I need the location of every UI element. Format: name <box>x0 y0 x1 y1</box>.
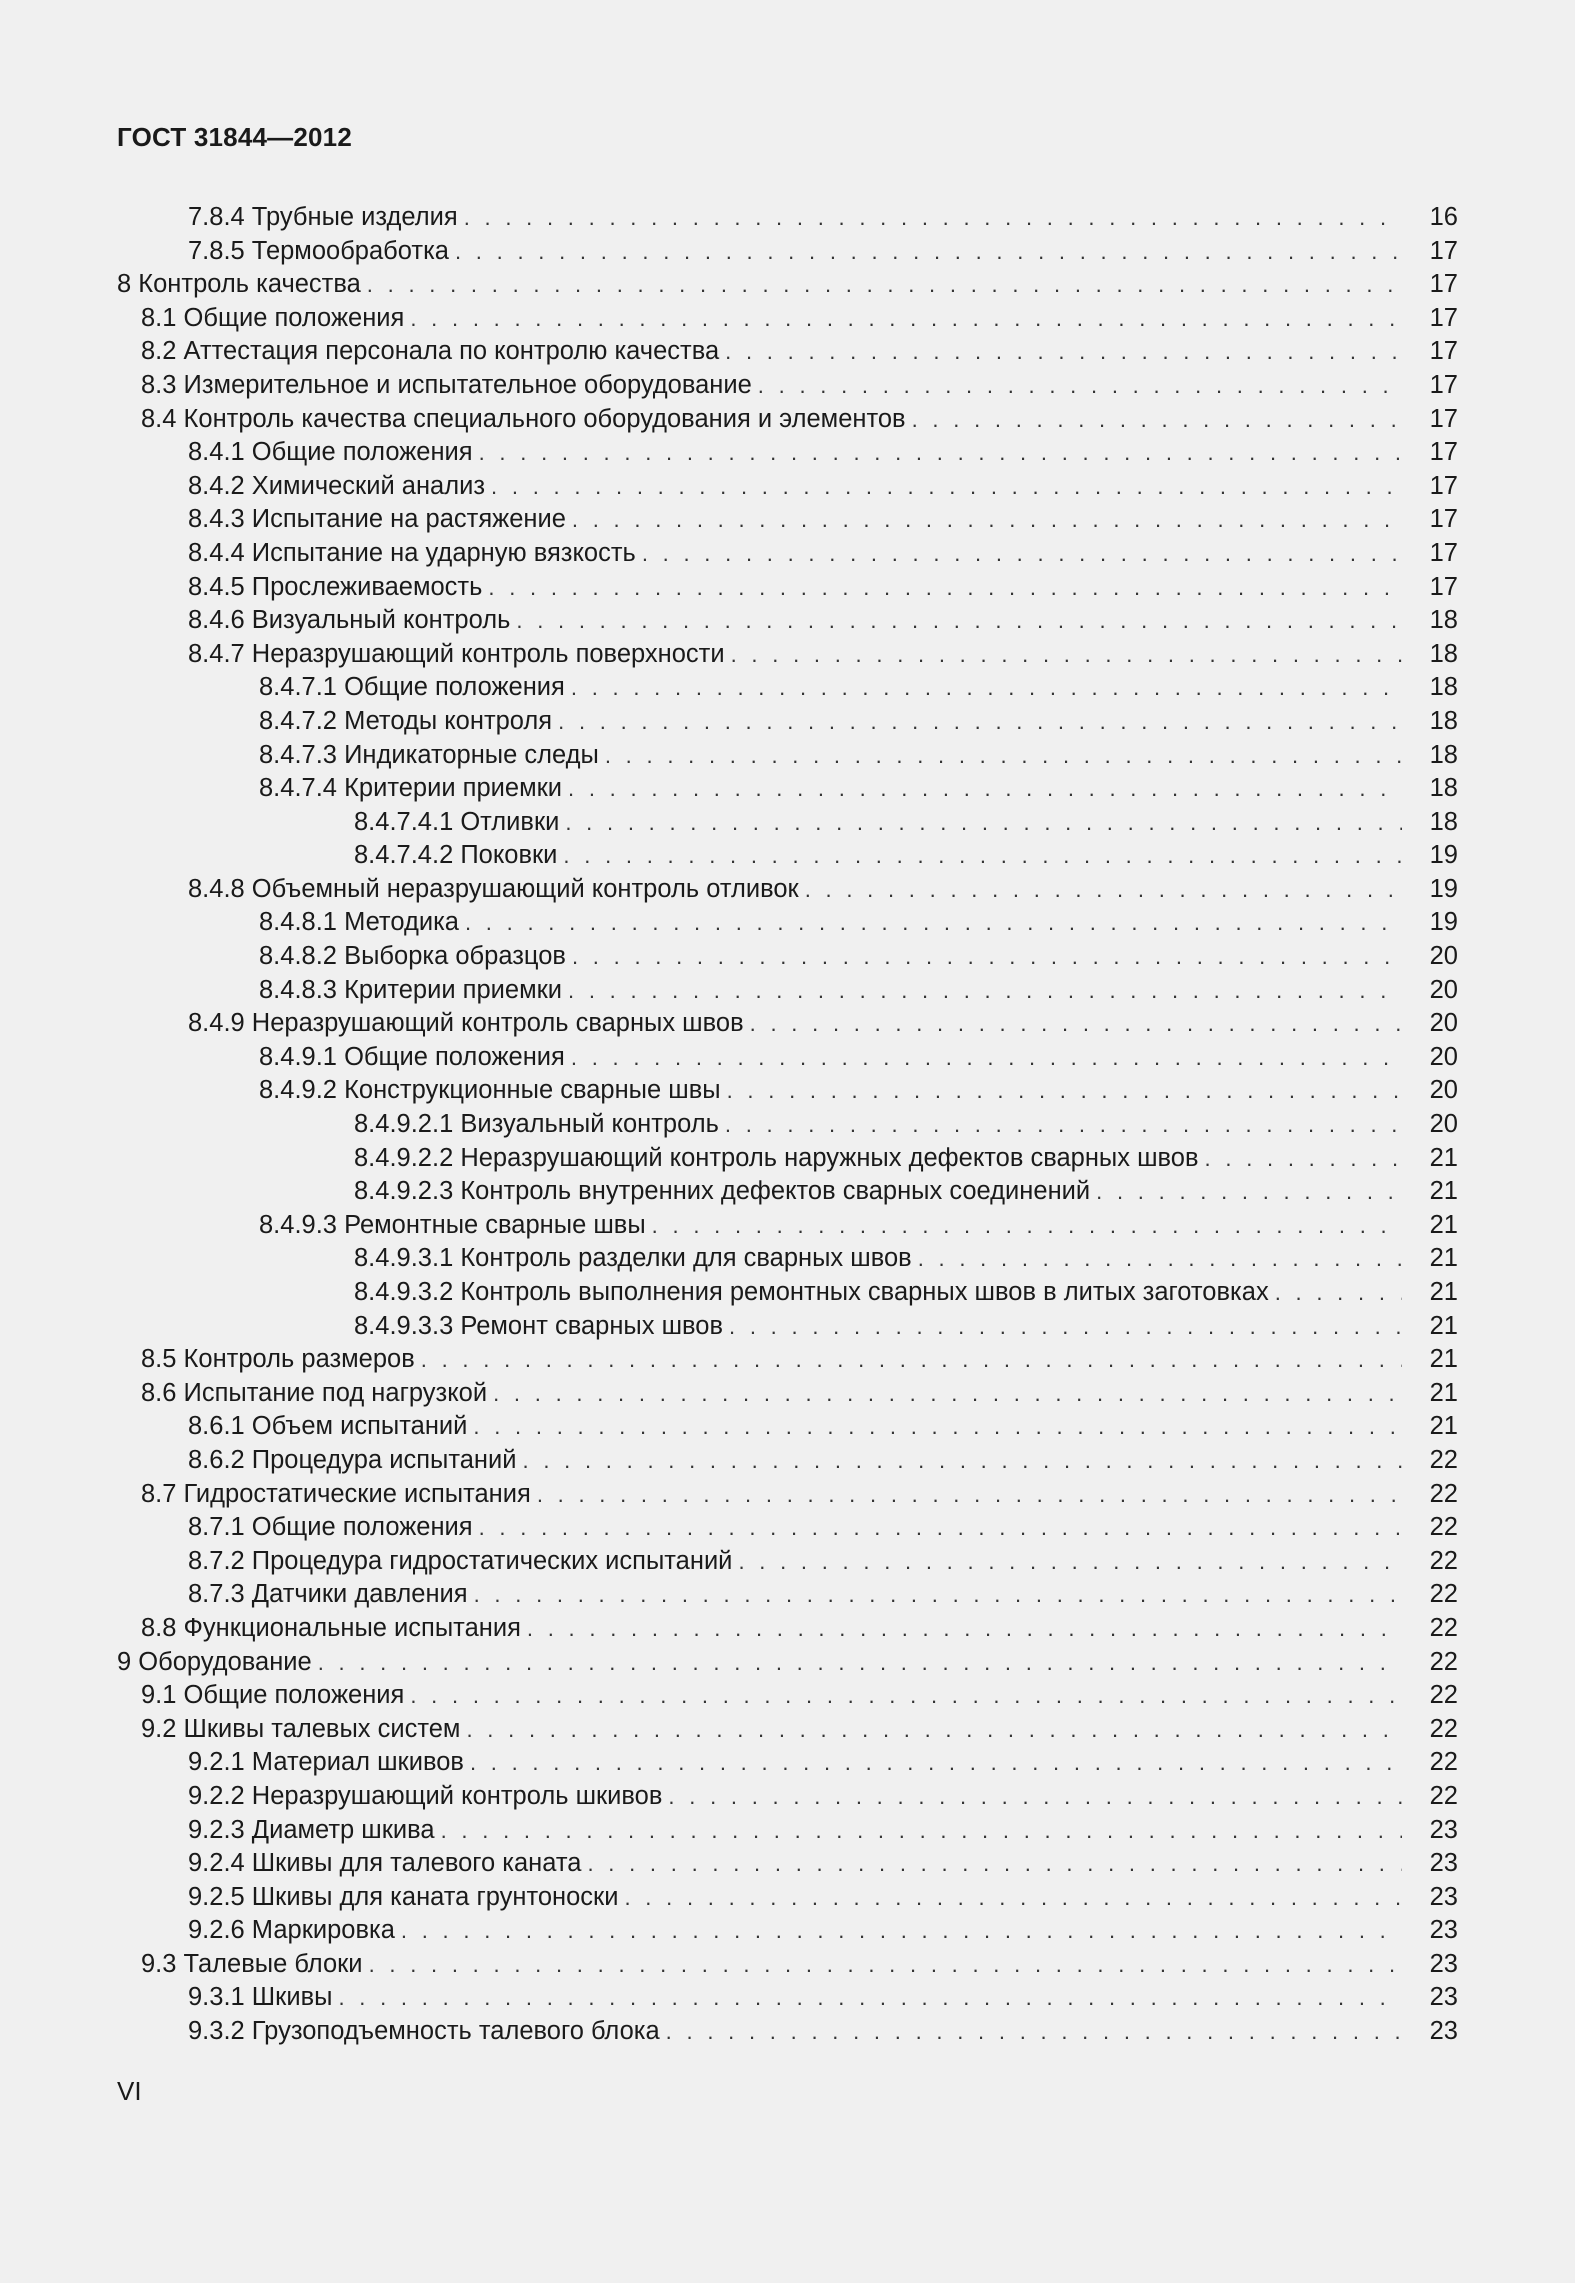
dot-leader <box>563 839 1402 873</box>
dot-leader <box>572 503 1402 537</box>
toc-entry[interactable] <box>117 1142 1458 1176</box>
toc-entry-title: 8.4.5 Прослеживаемость <box>188 572 483 601</box>
toc-entry-title: 8.4.9.3.1 Контроль разделки для сварных швов <box>354 1244 912 1273</box>
toc-entry-title: 8.4.9.2.3 Контроль внутренних дефектов сварных соединений <box>354 1177 1091 1206</box>
toc-entry-title: 8.4.7.1 Общие положения <box>259 673 565 702</box>
toc-entry-title: 8.4.7.3 Индикаторные следы <box>259 740 599 769</box>
dot-leader <box>516 604 1402 638</box>
toc-entry-title: 9.2.4 Шкивы для талевого каната <box>188 1849 582 1878</box>
toc-entry-page: 22 <box>1429 1445 1458 1474</box>
dot-leader <box>473 1410 1402 1444</box>
toc-entry-page: 21 <box>1429 1278 1458 1306</box>
toc-entry-page: 18 <box>1429 740 1458 769</box>
dot-leader <box>758 369 1402 403</box>
toc-entry-page: 22 <box>1429 1748 1458 1777</box>
toc-entry[interactable] <box>117 1780 1458 1814</box>
toc-entry-title: 8.4.7.2 Методы контроля <box>259 706 553 735</box>
toc-entry[interactable] <box>117 335 1458 369</box>
document-code-header: ГОСТ 31844—2012 <box>117 122 352 152</box>
toc-entry-page: 17 <box>1429 270 1458 299</box>
dot-leader <box>1205 1142 1402 1176</box>
toc-entry-page: 20 <box>1429 1009 1458 1038</box>
toc-entry-title: 8.1 Общие положения <box>141 303 405 332</box>
dot-leader <box>727 1074 1402 1108</box>
toc-entry-title: 8.4.8.2 Выборка образцов <box>259 942 566 971</box>
dot-leader <box>523 1444 1403 1478</box>
dot-leader <box>750 1007 1402 1041</box>
dot-leader <box>558 705 1402 739</box>
dot-leader <box>652 1209 1402 1243</box>
dot-leader <box>624 1881 1402 1915</box>
toc-entry-title: 9.3.1 Шкивы <box>188 1983 333 2012</box>
toc-entry[interactable] <box>117 940 1458 974</box>
toc-entry-title: 7.8.5 Термообработка <box>188 236 449 265</box>
dot-leader <box>738 1545 1402 1579</box>
dot-leader <box>1275 1276 1402 1310</box>
dot-leader <box>565 806 1402 840</box>
toc-entry-page: 17 <box>1429 438 1458 467</box>
dot-leader <box>571 1041 1402 1075</box>
toc-entry-title: 8.6.1 Объем испытаний <box>188 1412 468 1441</box>
toc-entry-page: 18 <box>1429 639 1458 668</box>
toc-entry-title: 8.4.7.4.1 Отливки <box>354 807 560 836</box>
toc-entry[interactable] <box>117 1847 1458 1881</box>
toc-entry-title: 9.2.1 Материал шкивов <box>188 1748 464 1777</box>
toc-entry[interactable] <box>117 302 1458 336</box>
toc-entry-title: 9.1 Общие положения <box>141 1681 405 1710</box>
toc-entry-page: 21 <box>1429 1143 1458 1172</box>
toc-entry-title: 8.7.2 Процедура гидростатических испытаний <box>188 1546 733 1575</box>
toc-entry-title: 8.4.7.4.2 Поковки <box>354 841 558 870</box>
toc-entry-page: 17 <box>1429 303 1458 332</box>
toc-entry[interactable] <box>117 705 1458 739</box>
dot-leader <box>912 403 1402 437</box>
toc-entry-title: 8.4.8.3 Критерии приемки <box>259 975 563 1004</box>
toc-entry-page: 23 <box>1429 1849 1458 1878</box>
toc-entry[interactable] <box>117 1478 1458 1512</box>
dot-leader <box>605 739 1402 773</box>
toc-entry-page: 22 <box>1429 1479 1458 1508</box>
dot-leader <box>668 1780 1402 1814</box>
toc-entry-title: 8.2 Аттестация персонала по контролю качества <box>141 337 720 366</box>
toc-entry[interactable] <box>117 1343 1458 1377</box>
toc-entry[interactable] <box>117 571 1458 605</box>
toc-entry-title: 9.2.5 Шкивы для каната грунтоноски <box>188 1882 619 1911</box>
dot-leader <box>410 1679 1402 1713</box>
toc-entry[interactable] <box>117 268 1458 302</box>
toc-entry-page: 18 <box>1429 706 1458 735</box>
toc-entry[interactable] <box>117 537 1458 571</box>
toc-entry[interactable] <box>117 772 1458 806</box>
toc-entry-page: 21 <box>1429 1412 1458 1441</box>
dot-leader <box>441 1814 1402 1848</box>
dot-leader <box>488 571 1402 605</box>
toc-entry-page: 18 <box>1429 673 1458 702</box>
toc-entry-page: 17 <box>1429 370 1458 399</box>
toc-entry[interactable] <box>117 873 1458 907</box>
toc-entry-page: 23 <box>1429 1949 1458 1978</box>
toc-entry[interactable] <box>117 1511 1458 1545</box>
toc-entry[interactable] <box>117 1578 1458 1612</box>
toc-entry[interactable] <box>117 1377 1458 1411</box>
toc-entry-page: 21 <box>1429 1244 1458 1273</box>
dot-leader <box>474 1578 1402 1612</box>
toc-entry-page: 18 <box>1429 807 1458 836</box>
toc-entry-page: 21 <box>1429 1177 1458 1206</box>
toc-entry-title: 8.4.9.3 Ремонтные сварные швы <box>259 1210 646 1239</box>
toc-entry-page: 17 <box>1429 337 1458 366</box>
toc-entry[interactable] <box>117 369 1458 403</box>
toc-entry[interactable] <box>117 470 1458 504</box>
toc-entry-page: 22 <box>1429 1647 1458 1676</box>
toc-entry[interactable] <box>117 235 1458 269</box>
dot-leader <box>568 772 1402 806</box>
toc-entry-title: 9.2.2 Неразрушающий контроль шкивов <box>188 1781 663 1810</box>
toc-entry-page: 23 <box>1429 1983 1458 2012</box>
toc-entry-page: 20 <box>1429 942 1458 971</box>
toc-entry-page: 23 <box>1429 1815 1458 1844</box>
toc-entry-page: 21 <box>1429 1210 1458 1239</box>
toc-entry-title: 8.4.6 Визуальный контроль <box>188 606 511 635</box>
toc-entry-title: 8.4.9 Неразрушающий контроль сварных швов <box>188 1009 744 1038</box>
toc-entry-title: 7.8.4 Трубные изделия <box>188 203 458 231</box>
toc-entry-title: 8.4.9.3.2 Контроль выполнения ремонтных сварных швов в литых заготовках <box>354 1278 1269 1306</box>
toc-entry[interactable] <box>117 1981 1458 2015</box>
toc-entry-title: 8.4.9.3.3 Ремонт сварных швов <box>354 1311 724 1340</box>
dot-leader <box>465 906 1402 940</box>
toc-entry-page: 20 <box>1429 1076 1458 1105</box>
dot-leader <box>369 1948 1402 1982</box>
toc-entry-page: 17 <box>1429 572 1458 601</box>
dot-leader <box>464 201 1402 235</box>
toc-entry-title: 8.4.9.1 Общие положения <box>259 1042 565 1071</box>
toc-entry-page: 22 <box>1429 1781 1458 1810</box>
toc-entry-title: 8.4.7.4 Критерии приемки <box>259 774 563 803</box>
toc-entry-title: 9.2.3 Диаметр шкива <box>188 1815 435 1844</box>
toc-entry-page: 21 <box>1429 1378 1458 1407</box>
dot-leader <box>725 335 1402 369</box>
toc-entry-page: 23 <box>1429 2017 1458 2046</box>
toc-entry[interactable] <box>117 436 1458 470</box>
toc-entry-title: 8.4.3 Испытание на растяжение <box>188 505 566 534</box>
toc-entry-title: 9.3.2 Грузоподъемность талевого блока <box>188 2017 660 2046</box>
toc-entry-page: 21 <box>1429 1311 1458 1340</box>
dot-leader <box>587 1847 1402 1881</box>
toc-entry-title: 8.4.8 Объемный неразрушающий контроль отливок <box>188 874 799 903</box>
toc-entry-page: 17 <box>1429 538 1458 567</box>
toc-entry[interactable] <box>117 201 1458 235</box>
toc-entry[interactable] <box>117 2015 1458 2049</box>
dot-leader <box>725 1108 1402 1142</box>
toc-entry-title: 8.5 Контроль размеров <box>141 1345 415 1374</box>
dot-leader <box>367 268 1402 302</box>
toc-entry[interactable] <box>117 1713 1458 1747</box>
dot-leader <box>805 873 1402 907</box>
toc-entry-page: 17 <box>1429 404 1458 433</box>
dot-leader <box>572 940 1402 974</box>
toc-entry-title: 8.6.2 Процедура испытаний <box>188 1445 517 1474</box>
toc-entry[interactable] <box>117 1209 1458 1243</box>
toc-entry-title: 8.3 Измерительное и испытательное оборудование <box>141 370 752 399</box>
dot-leader <box>1096 1175 1402 1209</box>
dot-leader <box>410 302 1402 336</box>
toc-entry[interactable] <box>117 1276 1458 1310</box>
toc-entry[interactable] <box>117 1746 1458 1780</box>
toc-entry[interactable] <box>117 1175 1458 1209</box>
toc-entry-title: 9 Оборудование <box>117 1647 312 1676</box>
toc-entry-title: 8.4.9.2 Конструкционные сварные швы <box>259 1076 721 1105</box>
toc-entry-page: 20 <box>1429 1110 1458 1139</box>
toc-entry[interactable] <box>117 906 1458 940</box>
toc-entry-page: 20 <box>1429 1042 1458 1071</box>
toc-entry-title: 8.7.1 Общие положения <box>188 1513 473 1542</box>
toc-entry[interactable] <box>117 974 1458 1008</box>
dot-leader <box>455 235 1402 269</box>
toc-entry[interactable] <box>117 1041 1458 1075</box>
toc-entry[interactable] <box>117 1814 1458 1848</box>
toc-entry-title: 8.4.7 Неразрушающий контроль поверхности <box>188 639 725 668</box>
toc-entry-page: 16 <box>1429 203 1458 231</box>
dot-leader <box>571 671 1402 705</box>
toc-entry-page: 19 <box>1429 841 1458 870</box>
dot-leader <box>493 1377 1402 1411</box>
toc-entry[interactable] <box>117 403 1458 437</box>
dot-leader <box>491 470 1402 504</box>
dot-leader <box>466 1713 1402 1747</box>
dot-leader <box>338 1981 1402 2015</box>
dot-leader <box>731 638 1402 672</box>
toc-entry[interactable] <box>117 1108 1458 1142</box>
dot-leader <box>537 1478 1402 1512</box>
toc-entry-page: 18 <box>1429 774 1458 803</box>
toc-entry[interactable] <box>117 1881 1458 1915</box>
toc-entry[interactable] <box>117 1545 1458 1579</box>
dot-leader <box>421 1343 1402 1377</box>
toc-entry-title: 8.4.1 Общие положения <box>188 438 473 467</box>
toc-entry[interactable] <box>117 1948 1458 1982</box>
toc-entry-page: 21 <box>1429 1345 1458 1374</box>
toc-entry-title: 8.4.8.1 Методика <box>259 908 459 937</box>
toc-entry-page: 23 <box>1429 1882 1458 1911</box>
toc-entry-title: 8 Контроль качества <box>117 270 361 299</box>
toc-entry-page: 17 <box>1429 236 1458 265</box>
toc-entry-title: 8.8 Функциональные испытания <box>141 1613 521 1642</box>
dot-leader <box>666 2015 1402 2049</box>
dot-leader <box>401 1914 1402 1948</box>
toc-entry-page: 19 <box>1429 908 1458 937</box>
toc-entry-page: 22 <box>1429 1681 1458 1710</box>
toc-entry-title: 8.7 Гидростатические испытания <box>141 1479 531 1508</box>
toc-entry[interactable] <box>117 1074 1458 1108</box>
toc-entry-title: 9.2 Шкивы талевых систем <box>141 1714 461 1743</box>
toc-entry-title: 8.7.3 Датчики давления <box>188 1580 468 1609</box>
toc-entry-title: 9.2.6 Маркировка <box>188 1916 395 1945</box>
toc-entry[interactable] <box>117 671 1458 705</box>
dot-leader <box>318 1646 1402 1680</box>
dot-leader <box>527 1612 1402 1646</box>
toc-entry-page: 17 <box>1429 471 1458 500</box>
toc-entry[interactable] <box>117 1914 1458 1948</box>
toc-entry-title: 8.4 Контроль качества специального оборудования и элементов <box>141 404 906 433</box>
toc-entry-title: 8.4.9.2.2 Неразрушающий контроль наружных дефектов сварных швов <box>354 1143 1199 1172</box>
toc-entry-page: 17 <box>1429 505 1458 534</box>
toc-entry-title: 8.6 Испытание под нагрузкой <box>141 1378 488 1407</box>
toc-entry[interactable] <box>117 739 1458 773</box>
toc-entry-page: 22 <box>1429 1613 1458 1642</box>
toc-entry[interactable] <box>117 1007 1458 1041</box>
dot-leader <box>470 1746 1402 1780</box>
toc-entry-title: 8.4.9.2.1 Визуальный контроль <box>354 1110 719 1139</box>
toc-entry-page: 22 <box>1429 1513 1458 1542</box>
toc-entry-page: 22 <box>1429 1580 1458 1609</box>
dot-leader <box>729 1310 1402 1344</box>
toc-entry[interactable] <box>117 1646 1458 1680</box>
dot-leader <box>479 436 1402 470</box>
toc-entry[interactable] <box>117 638 1458 672</box>
toc-entry[interactable] <box>117 1444 1458 1478</box>
dot-leader <box>479 1511 1402 1545</box>
toc-entry[interactable] <box>117 1242 1458 1276</box>
toc-entry[interactable] <box>117 604 1458 638</box>
toc-entry[interactable] <box>117 1310 1458 1344</box>
toc-entry-title: 8.4.4 Испытание на ударную вязкость <box>188 538 636 567</box>
toc-entry[interactable] <box>117 806 1458 840</box>
toc-entry-page: 20 <box>1429 975 1458 1004</box>
toc-entry-page: 22 <box>1429 1714 1458 1743</box>
toc-entry-page: 19 <box>1429 874 1458 903</box>
toc-entry-title: 9.3 Талевые блоки <box>141 1949 363 1978</box>
toc-entry-page: 23 <box>1429 1916 1458 1945</box>
toc-entry-title: 8.4.2 Химический анализ <box>188 471 486 500</box>
dot-leader <box>918 1242 1402 1276</box>
dot-leader <box>642 537 1402 571</box>
toc-entry-page: 22 <box>1429 1546 1458 1575</box>
toc-entry[interactable] <box>117 1679 1458 1713</box>
toc-entry[interactable] <box>117 503 1458 537</box>
dot-leader <box>568 974 1402 1008</box>
toc-entry-page: 18 <box>1429 606 1458 635</box>
toc-entry[interactable] <box>117 1410 1458 1444</box>
toc-entry[interactable] <box>117 1612 1458 1646</box>
toc-entry[interactable] <box>117 839 1458 873</box>
page-number: VI <box>117 2076 142 2106</box>
table-of-contents <box>117 201 1458 2049</box>
